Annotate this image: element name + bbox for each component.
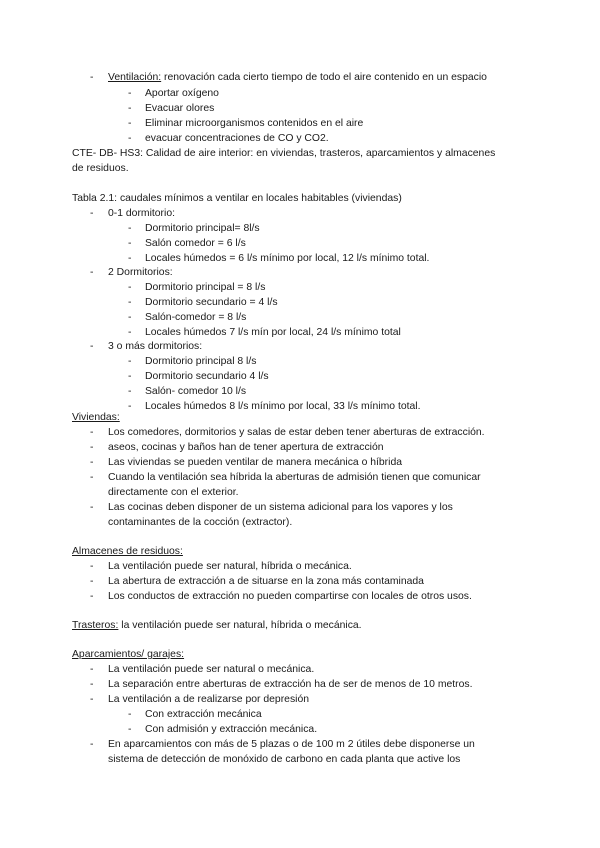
tabla-item: Locales húmedos = 6 l/s mínimo por local, 12 l/s mínimo total. bbox=[145, 253, 430, 264]
bullet-dash: - bbox=[90, 576, 94, 587]
bullet-dash: - bbox=[128, 709, 132, 720]
bullet-dash: - bbox=[90, 679, 94, 690]
almacenes-item: La ventilación puede ser natural, híbrida o mecánica. bbox=[108, 561, 352, 572]
tabla-item: Dormitorio principal 8 l/s bbox=[145, 356, 257, 367]
tabla-title: Tabla 2.1: caudales mínimos a ventilar en locales habitables (viviendas) bbox=[72, 193, 402, 204]
almacenes-item: Los conductos de extracción no pueden compartirse con locales de otros usos. bbox=[108, 591, 472, 602]
almacenes-item: La abertura de extracción a de situarse en la zona más contaminada bbox=[108, 576, 424, 587]
aparcamientos-subitem: Con extracción mecánica bbox=[145, 709, 262, 720]
bullet-dash: - bbox=[90, 502, 94, 513]
aparcamientos-item: En aparcamientos con más de 5 plazas o de 100 m 2 útiles debe disponerse un bbox=[108, 739, 475, 750]
tabla-group-label: 3 o más dormitorios: bbox=[108, 341, 203, 352]
bullet-dash: - bbox=[128, 327, 132, 338]
viviendas-item: Las cocinas deben disponer de un sistema adicional para los vapores y los bbox=[108, 502, 453, 513]
viviendas-item-cont: directamente con el exterior. bbox=[108, 487, 239, 498]
bullet-dash: - bbox=[128, 371, 132, 382]
trasteros-line bbox=[72, 618, 362, 633]
viviendas-item: Los comedores, dormitorios y salas de estar deben tener aberturas de extracción. bbox=[108, 427, 485, 438]
tabla-item: Salón comedor = 6 l/s bbox=[145, 238, 246, 249]
ventilacion-item: Eliminar microorganismos contenidos en el aire bbox=[145, 118, 364, 129]
bullet-dash: - bbox=[128, 282, 132, 293]
aparcamientos-subitem: Con admisión y extracción mecánica. bbox=[145, 724, 318, 735]
bullet-dash: - bbox=[128, 386, 132, 397]
tabla-item: Dormitorio secundario = 4 l/s bbox=[145, 297, 278, 308]
trasteros-text: la ventilación puede ser natural, híbrida o mecánica. bbox=[118, 620, 362, 631]
cte-line: CTE- DB- HS3: Calidad de aire interior: en viviendas, trasteros, aparcamientos y almacenes bbox=[72, 148, 496, 159]
bullet-dash: - bbox=[90, 739, 94, 750]
aparcamientos-item: La ventilación puede ser natural o mecánica. bbox=[108, 664, 315, 675]
tabla-item: Locales húmedos 7 l/s mín por local, 24 l/s mínimo total bbox=[145, 327, 401, 338]
bullet-dash: - bbox=[128, 356, 132, 367]
tabla-item: Dormitorio principal = 8 l/s bbox=[145, 282, 266, 293]
trasteros-heading: Trasteros: bbox=[72, 620, 119, 631]
almacenes-heading: Almacenes de residuos: bbox=[72, 546, 183, 557]
bullet-dash: - bbox=[90, 561, 94, 572]
aparcamientos-item: La separación entre aberturas de extracción ha de ser de menos de 10 metros. bbox=[108, 679, 473, 690]
ventilacion-label: Ventilación: bbox=[108, 72, 162, 83]
bullet-dash: - bbox=[128, 297, 132, 308]
tabla-item: Dormitorio principal= 8l/s bbox=[145, 223, 260, 234]
bullet-dash: - bbox=[128, 133, 132, 144]
tabla-item: Salón-comedor = 8 l/s bbox=[145, 312, 247, 323]
ventilacion-line bbox=[108, 70, 487, 85]
ventilacion-item: Aportar oxígeno bbox=[145, 88, 219, 99]
bullet-dash: - bbox=[128, 724, 132, 735]
bullet-dash: - bbox=[90, 341, 94, 352]
ventilacion-item: Evacuar olores bbox=[145, 103, 215, 114]
bullet-dash: - bbox=[128, 88, 132, 99]
tabla-group-label: 0-1 dormitorio: bbox=[108, 208, 175, 219]
bullet-dash: - bbox=[90, 457, 94, 468]
cte-line: de residuos. bbox=[72, 163, 129, 174]
ventilacion-text: renovación cada cierto tiempo de todo el aire contenido en un espacio bbox=[161, 72, 487, 83]
bullet-dash: - bbox=[90, 472, 94, 483]
bullet-dash: - bbox=[90, 591, 94, 602]
bullet-dash: - bbox=[128, 253, 132, 264]
bullet-dash: - bbox=[128, 118, 132, 129]
bullet-dash: - bbox=[90, 72, 94, 83]
bullet-dash: - bbox=[128, 401, 132, 412]
ventilacion-item: evacuar concentraciones de CO y CO2. bbox=[145, 133, 329, 144]
viviendas-item-cont: contaminantes de la cocción (extractor). bbox=[108, 517, 293, 528]
bullet-dash: - bbox=[90, 427, 94, 438]
tabla-item: Locales húmedos 8 l/s mínimo por local, 33 l/s mínimo total. bbox=[145, 401, 421, 412]
bullet-dash: - bbox=[90, 267, 94, 278]
viviendas-item: Las viviendas se pueden ventilar de manera mecánica o híbrida bbox=[108, 457, 403, 468]
bullet-dash: - bbox=[90, 442, 94, 453]
aparcamientos-item: La ventilación a de realizarse por depresión bbox=[108, 694, 310, 705]
bullet-dash: - bbox=[90, 694, 94, 705]
tabla-group-label: 2 Dormitorios: bbox=[108, 267, 173, 278]
viviendas-item: aseos, cocinas y baños han de tener apertura de extracción bbox=[108, 442, 384, 453]
viviendas-heading: Viviendas: bbox=[72, 412, 120, 423]
aparcamientos-item-cont: sistema de detección de monóxido de carbono en cada planta que active los bbox=[108, 754, 461, 765]
bullet-dash: - bbox=[128, 223, 132, 234]
tabla-item: Salón- comedor 10 l/s bbox=[145, 386, 247, 397]
bullet-dash: - bbox=[90, 208, 94, 219]
bullet-dash: - bbox=[128, 312, 132, 323]
tabla-item: Dormitorio secundario 4 l/s bbox=[145, 371, 269, 382]
bullet-dash: - bbox=[128, 103, 132, 114]
bullet-dash: - bbox=[128, 238, 132, 249]
bullet-dash: - bbox=[90, 664, 94, 675]
viviendas-item: Cuando la ventilación sea híbrida la aberturas de admisión tienen que comunicar bbox=[108, 472, 481, 483]
aparcamientos-heading: Aparcamientos/ garajes: bbox=[72, 649, 185, 660]
